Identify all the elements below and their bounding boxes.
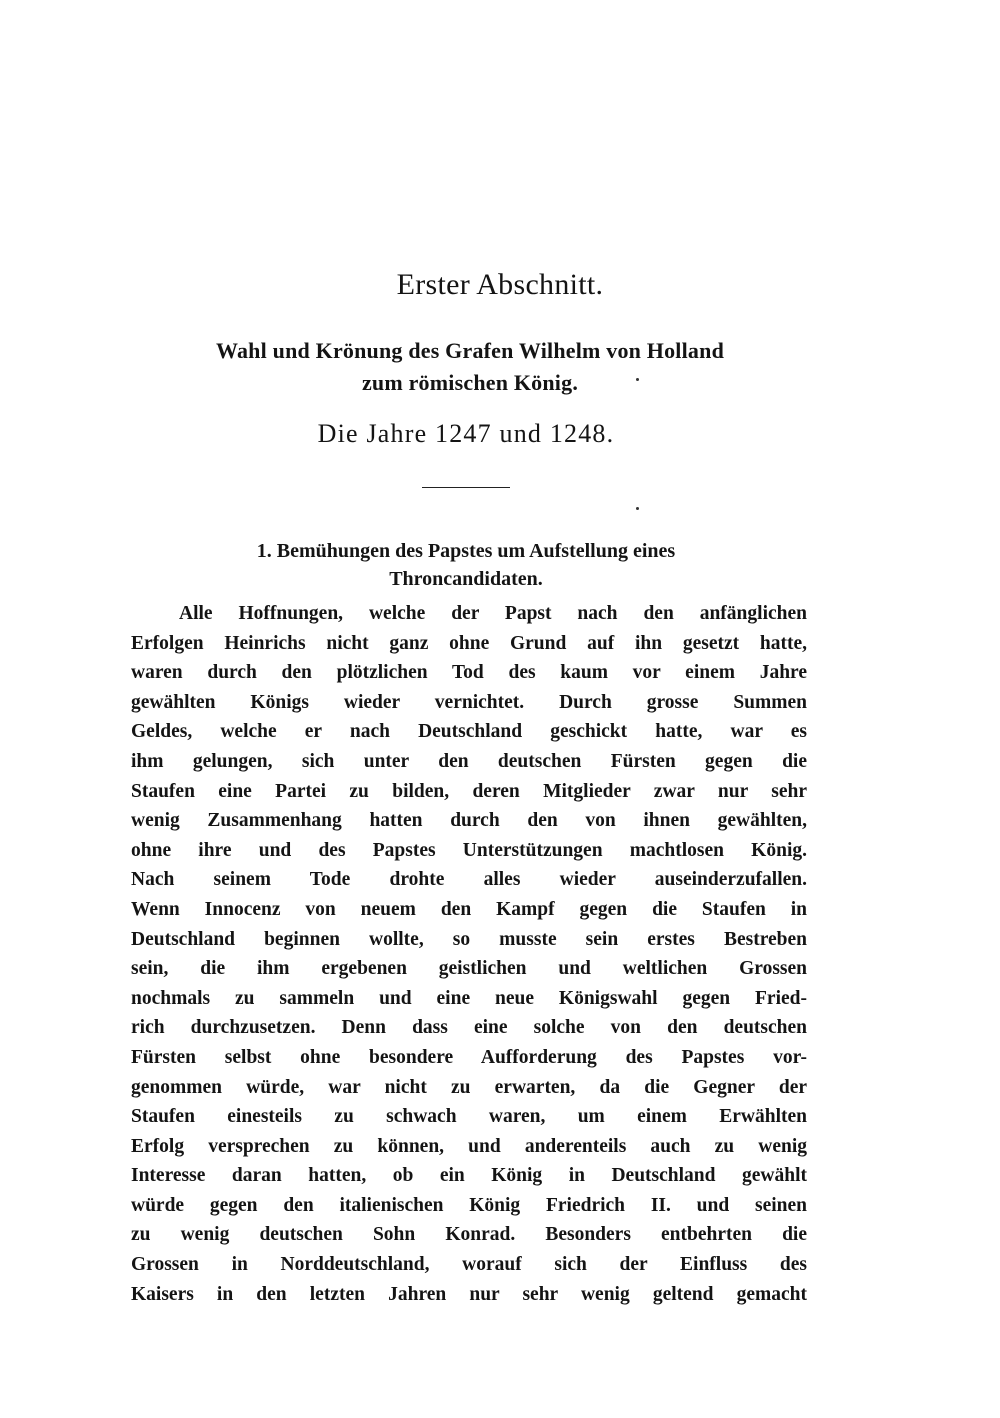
section-title: Erster Abschnitt.	[396, 268, 604, 301]
paragraph-line: Kaisers in den letzten Jahren nur sehr wenig geltend gemacht	[131, 1283, 807, 1305]
chapter-heading-line-2: zum römischen König.	[361, 370, 579, 395]
paragraph-line: Grossen in Norddeutschland, worauf sich der Einfluss des	[131, 1254, 807, 1276]
paragraph-line: wenig Zusammenhang hatten durch den von ihnen gewählten,	[131, 810, 807, 832]
paragraph-line: waren durch den plötzlichen Tod des kaum vor einem Jahre	[131, 662, 807, 684]
paragraph-line: Erfolg versprechen zu können, und anderenteils auch zu wenig	[131, 1135, 807, 1157]
paragraph-line: sein, die ihm ergebenen geistlichen und weltlichen Grossen	[131, 958, 807, 980]
paragraph-line: Deutschland beginnen wollte, so musste sein erstes Bestreben	[131, 928, 807, 950]
subsection-heading-line-2: Throncandidaten.	[389, 568, 543, 590]
paragraph-line: ihm gelungen, sich unter den deutschen Fürsten gegen die	[131, 750, 807, 772]
paragraph-line: gewählten Königs wieder vernichtet. Durch grosse Summen	[131, 691, 807, 713]
print-speck	[636, 507, 639, 510]
paragraph-line: genommen würde, war nicht zu erwarten, da die Gegner der	[131, 1076, 807, 1098]
body-paragraph	[131, 599, 807, 1309]
paragraph-line: ohne ihre und des Papstes Unterstützungen machtlosen König.	[131, 839, 807, 861]
paragraph-line: würde gegen den italienischen König Friedrich II. und seinen	[131, 1194, 807, 1216]
paragraph-line: Wenn Innocenz von neuem den Kampf gegen die Staufen in	[131, 898, 807, 920]
paragraph-line: Erfolgen Heinrichs nicht ganz ohne Grund auf ihn gesetzt hatte,	[131, 632, 807, 654]
paragraph-line: rich durchzusetzen. Denn dass eine solche von den deutschen	[131, 1017, 807, 1039]
paragraph-line: Interesse daran hatten, ob ein König in Deutschland gewählt	[131, 1165, 807, 1187]
years-subtitle: Die Jahre 1247 und 1248.	[317, 419, 615, 448]
paragraph-line: Staufen einesteils zu schwach waren, um einem Erwählten	[131, 1106, 807, 1128]
paragraph-line: Alle Hoffnungen, welche der Papst nach den anfänglichen	[179, 603, 807, 624]
paragraph-line: Geldes, welche er nach Deutschland geschickt hatte, war es	[131, 721, 807, 743]
paragraph-line: nochmals zu sammeln und eine neue Königswahl gegen Fried-	[131, 987, 807, 1009]
divider-rule	[422, 487, 510, 488]
paragraph-line: zu wenig deutschen Sohn Konrad. Besonders entbehrten die	[131, 1224, 807, 1246]
subsection-heading-line-1: 1. Bemühungen des Papstes um Aufstellung eines	[256, 540, 676, 562]
paragraph-line: Nach seinem Tode drohte alles wieder auseinderzufallen.	[131, 869, 807, 891]
paragraph-line: Staufen eine Partei zu bilden, deren Mitglieder zwar nur sehr	[131, 780, 807, 802]
print-speck	[636, 378, 639, 381]
chapter-heading-line-1: Wahl und Krönung des Grafen Wilhelm von Holland	[216, 338, 724, 363]
paragraph-line: Fürsten selbst ohne besondere Aufforderung des Papstes vor-	[131, 1046, 807, 1068]
